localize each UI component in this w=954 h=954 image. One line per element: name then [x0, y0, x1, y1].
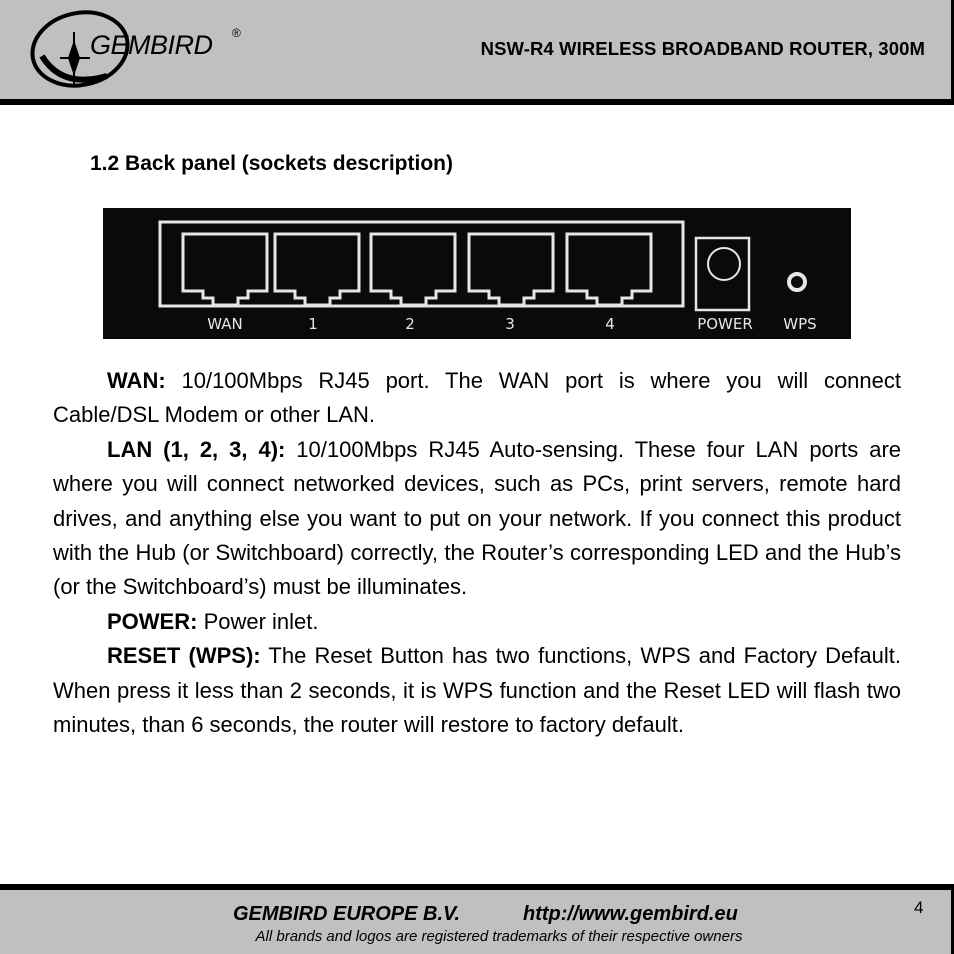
port-label-3: 3 [505, 315, 515, 333]
paragraph-lan [53, 433, 901, 605]
rj45-port-icon [469, 234, 553, 305]
footer-trademark-note: All brands and logos are registered trademarks of their respective owners [255, 928, 743, 945]
page-header [0, 0, 954, 99]
port-label-wan: WAN [207, 315, 243, 333]
rj45-port-icon [567, 234, 651, 305]
paragraph-reset [53, 639, 901, 742]
term-reset: RESET (WPS): [107, 643, 261, 669]
term-power: POWER: [107, 608, 198, 634]
page-footer [0, 890, 954, 954]
paragraph-power [53, 605, 901, 639]
port-label-power: POWER [697, 315, 753, 333]
logo-wordmark: GEMBIRD [90, 30, 213, 60]
header-divider [0, 99, 954, 105]
paragraph-wan [53, 364, 901, 433]
term-lan: LAN (1, 2, 3, 4): [107, 436, 286, 462]
gembird-logo [22, 4, 262, 94]
rj45-port-icon [275, 234, 359, 305]
page-number: 4 [914, 898, 924, 917]
desc-reset: The Reset Button has two functions, WPS and Factory Default. When press it less than 2 seconds, it is WPS function and the Reset LED will flash two minutes, than 6 seconds, the router will restore to factory default. [53, 643, 901, 738]
desc-lan: 10/100Mbps RJ45 Auto-sensing. These four LAN ports are where you will connect networked devices, such as PCs, print servers, remote hard drives, and anything else you want to put on your network. If you connect this product with the Hub (or Switchboard) correctly, the Router’s corresponding LED and the Hub’s (or the Switchboard’s) must be illuminates. [53, 436, 901, 600]
rj45-port-icon [371, 234, 455, 305]
port-label-wps: WPS [783, 315, 817, 333]
router-back-panel [103, 208, 851, 339]
port-label-4: 4 [605, 315, 615, 333]
wps-button-icon [789, 274, 805, 290]
port-label-1: 1 [308, 315, 318, 333]
power-socket-icon [696, 238, 749, 310]
document-title: NSW-R4 WIRELESS BROADBAND ROUTER, 300M [480, 38, 925, 59]
registered-mark: ® [232, 26, 241, 40]
rj45-port-icon [183, 234, 267, 305]
desc-wan: 10/100Mbps RJ45 port. The WAN port is where you will connect Cable/DSL Modem or other LAN. [53, 368, 901, 428]
footer-company: GEMBIRD EUROPE B.V. [233, 903, 461, 925]
desc-power: Power inlet. [197, 608, 319, 634]
section-heading: 1.2 Back panel (sockets description) [90, 152, 453, 175]
port-label-2: 2 [405, 315, 415, 333]
term-wan: WAN: [107, 368, 166, 393]
footer-url: http://www.gembird.eu [523, 903, 738, 925]
socket-descriptions [53, 364, 901, 742]
